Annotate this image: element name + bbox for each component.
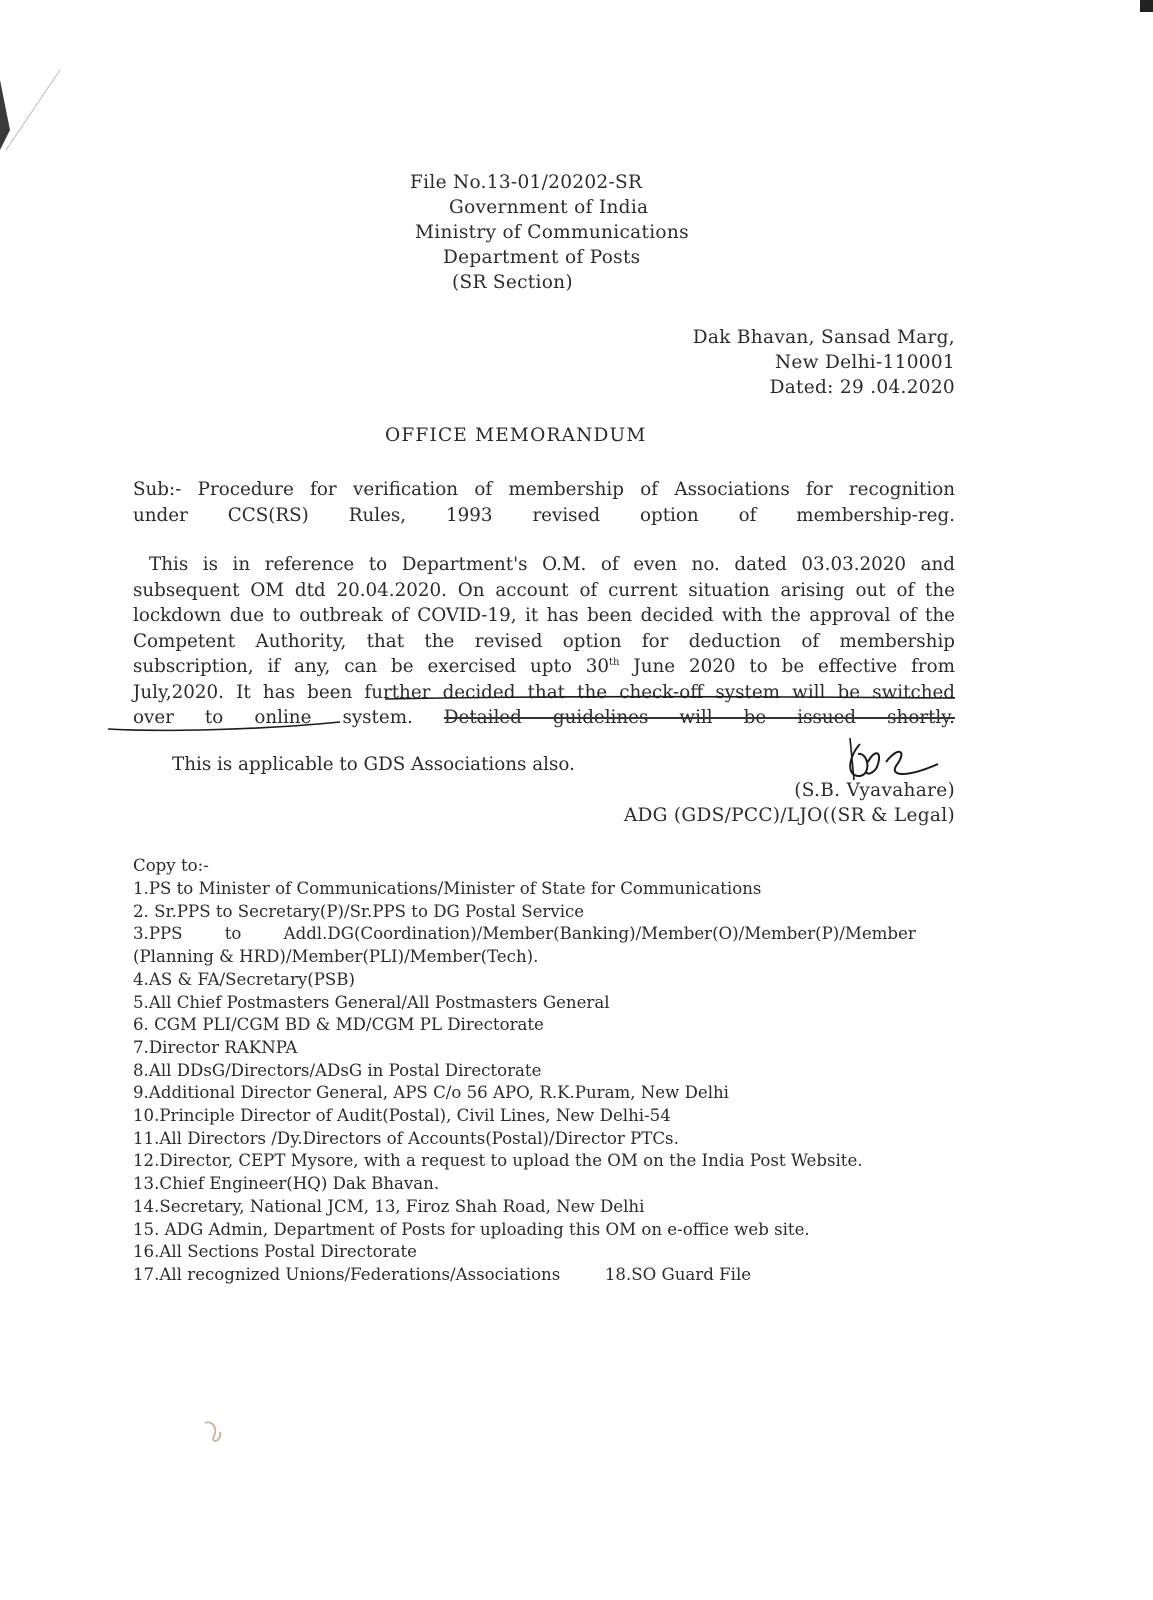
body-line-7: over to online system. Detailed guidelines will be issued shortly. bbox=[133, 707, 955, 728]
copy-item: 2. Sr.PPS to Secretary(P)/Sr.PPS to DG Postal Service bbox=[133, 901, 585, 921]
applicability-note: This is applicable to GDS Associations also. bbox=[172, 754, 575, 775]
section-name: (SR Section) bbox=[452, 272, 573, 293]
dated: Dated: 29 .04.2020 bbox=[769, 377, 955, 398]
scan-smudge bbox=[200, 1418, 230, 1448]
struck-out-text: Detailed guidelines will be issued shortly. bbox=[443, 707, 955, 728]
ministry-name: Ministry of Communications bbox=[415, 222, 689, 243]
copy-item: (Planning & HRD)/Member(PLI)/Member(Tech). bbox=[133, 947, 539, 967]
copy-item: 8.All DDsG/Directors/ADsG in Postal Directorate bbox=[133, 1060, 542, 1080]
copy-item: 12.Director, CEPT Mysore, with a request to upload the OM on the India Post Website. bbox=[133, 1151, 863, 1171]
body-line-1: This is in reference to Department's O.M. of even no. dated 03.03.2020 and bbox=[149, 554, 955, 575]
pen-underline bbox=[100, 690, 960, 740]
body-line-6: July,2020. It has been further decided that the check-off system will be switched bbox=[133, 681, 955, 703]
body-line-2: subsequent OM dtd 20.04.2020. On account of current situation arising out of the bbox=[133, 579, 955, 601]
body-line-4: Competent Authority, that the revised option for deduction of membership bbox=[133, 630, 955, 652]
body-line-5: subscription, if any, can be exercised upto 30th June 2020 to be effective from bbox=[133, 656, 955, 677]
copy-item: 15. ADG Admin, Department of Posts for uploading this OM on e-office web site. bbox=[133, 1219, 810, 1239]
copy-item: 6. CGM PLI/CGM BD & MD/CGM PL Directorate bbox=[133, 1015, 544, 1035]
body-line-3: lockdown due to outbreak of COVID-19, it has been decided with the approval of the bbox=[133, 605, 955, 626]
copy-item: 1.PS to Minister of Communications/Minister of State for Communications bbox=[133, 879, 762, 898]
subject-line-1: Sub:- Procedure for verification of membership of Associations for recognition bbox=[133, 479, 955, 500]
copy-to-heading: Copy to:- bbox=[133, 856, 209, 875]
subject bbox=[133, 477, 955, 528]
copy-to-list bbox=[133, 878, 955, 1287]
scan-fold-mark bbox=[0, 0, 80, 160]
copy-item: 14.Secretary, National JCM, 13, Firoz Shah Road, New Delhi bbox=[133, 1196, 645, 1216]
copy-item: 3.PPS to Addl.DG(Coordination)/Member(Banking)/Member(O)/Member(P)/Member bbox=[133, 924, 916, 944]
copy-item-last-row bbox=[133, 1264, 955, 1287]
copy-item: 7.Director RAKNPA bbox=[133, 1037, 298, 1057]
copy-item: 17.All recognized Unions/Federations/Associations bbox=[133, 1264, 561, 1284]
signatory-name: (S.B. Vyavahare) bbox=[794, 780, 955, 801]
file-number: File No.13-01/20202-SR bbox=[410, 172, 643, 193]
copy-item: 4.AS & FA/Secretary(PSB) bbox=[133, 969, 355, 989]
copy-item: 13.Chief Engineer(HQ) Dak Bhavan. bbox=[133, 1174, 440, 1194]
scan-edge-mark bbox=[1138, 0, 1153, 20]
department-name: Department of Posts bbox=[443, 247, 641, 268]
address-line-1: Dak Bhavan, Sansad Marg, bbox=[692, 327, 955, 348]
copy-item: 10.Principle Director of Audit(Postal), Civil Lines, New Delhi-54 bbox=[133, 1106, 671, 1126]
memo-title: OFFICE MEMORANDUM bbox=[385, 425, 647, 446]
copy-item: 16.All Sections Postal Directorate bbox=[133, 1242, 417, 1262]
signatory-designation: ADG (GDS/PCC)/LJO((SR & Legal) bbox=[623, 805, 955, 826]
guard-file-item: 18.SO Guard File bbox=[604, 1264, 752, 1284]
copy-item: 11.All Directors /Dy.Directors of Accounts(Postal)/Director PTCs. bbox=[133, 1128, 679, 1148]
copy-item: 5.All Chief Postmasters General/All Postmasters General bbox=[133, 992, 610, 1012]
address-line-2: New Delhi-110001 bbox=[774, 352, 955, 373]
government-of-india: Government of India bbox=[449, 197, 649, 218]
copy-item: 9.Additional Director General, APS C/o 56 APO, R.K.Puram, New Delhi bbox=[133, 1083, 729, 1103]
subject-line-2: under CCS(RS) Rules, 1993 revised option of membership-reg. bbox=[133, 504, 955, 526]
